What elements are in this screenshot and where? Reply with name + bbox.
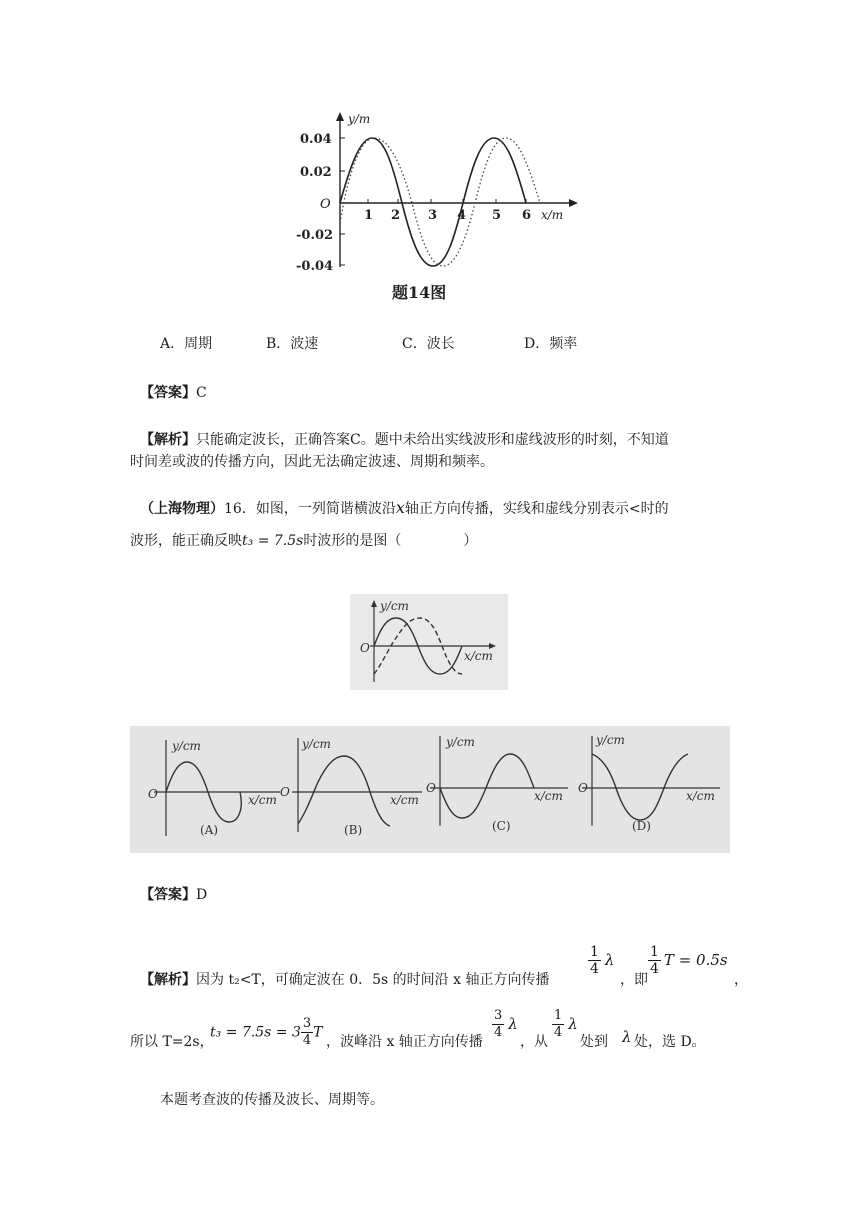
x-tick-label: 1: [364, 208, 374, 223]
analysis-text: 所以 T=2s，: [130, 1034, 214, 1050]
question-text: 16．如图，一列简谐横波沿: [224, 501, 396, 517]
origin-label: O: [426, 781, 436, 795]
fraction-quarter-lambda: $\frac{1}{4}$ λ: [554, 1008, 578, 1040]
answer-1: [140, 383, 207, 403]
y-axis-label: y/cm: [302, 737, 331, 751]
wave-options-figure: [130, 726, 730, 853]
option-a: A．周期: [160, 336, 213, 352]
analysis-text: 只能确定波长，正确答案C。题中未给出实线波形和虚线波形的时刻，不知道: [196, 432, 669, 448]
analysis-2-line-1: [140, 970, 549, 990]
question-source: （上海物理）: [140, 501, 224, 517]
origin-label: O: [280, 785, 290, 799]
fraction-quarter-period: $\frac{1}{4}$ T = 0.5s: [650, 944, 728, 977]
analysis-text: 因为 t₂<T，可确定波在 0．5s 的时间沿 x 轴正方向传播: [196, 972, 550, 988]
analysis-text: ，波峰沿 x 轴正方向传播: [326, 1034, 483, 1050]
panel-label: (C): [492, 819, 511, 833]
answer-value: D: [196, 887, 208, 903]
question-text: 波形，能正确反映: [130, 533, 242, 549]
y-axis-label: y/cm: [446, 735, 475, 749]
question-text: ）: [463, 533, 478, 549]
answer-value: C: [196, 385, 207, 401]
lambda-symbol: λ: [622, 1028, 632, 1046]
x-tick-label: 4: [457, 208, 467, 223]
x-axis-label: x/cm: [390, 793, 419, 807]
option-d: D．频率: [524, 336, 578, 352]
panel-label: (D): [632, 819, 651, 833]
dotted-wave: [340, 138, 540, 266]
option-c: C．波长: [402, 336, 455, 352]
y-tick-label: 0.02: [300, 165, 332, 180]
y-tick-label: 0.04: [300, 132, 332, 147]
answer-tag: 【答案】: [140, 385, 196, 401]
y-tick-label: -0.02: [296, 228, 334, 243]
x-tick-label: 6: [522, 208, 532, 223]
figure-caption: 题14图: [392, 283, 447, 302]
x-axis-label: x/cm: [686, 789, 715, 803]
panel-d: [578, 733, 720, 833]
summary-text: 本题考查波的传播及波长、周期等。: [160, 1092, 384, 1108]
analysis-tag: 【解析】: [140, 972, 196, 988]
analysis-text: ，从: [520, 1034, 548, 1050]
x-tick-label: 3: [428, 208, 438, 223]
y-axis-label: y/cm: [596, 733, 625, 747]
formula-t3: t₃ = 7.5s: [242, 533, 304, 549]
analysis-1-line-2: 时间差或波的传播方向，因此无法确定波速、周期和频率。: [130, 454, 494, 470]
origin-label: O: [320, 197, 331, 212]
x-tick-label: 2: [391, 208, 401, 223]
y-tick-label: -0.04: [296, 259, 334, 274]
x-axis-label: x/cm: [534, 789, 563, 803]
x-axis-label: x/cm: [248, 793, 277, 807]
question-16-line-2: [130, 531, 477, 551]
fraction-three-quarter-lambda: $\frac{3}{4}$ λ: [494, 1008, 518, 1040]
answer-2: [140, 885, 207, 905]
panel-b: [280, 737, 422, 837]
origin-label: O: [578, 781, 588, 795]
analysis-tag: 【解析】: [140, 432, 196, 448]
panel-label: (B): [344, 823, 363, 837]
analysis-text: 处，选 D。: [634, 1034, 706, 1050]
question-text: 轴正方向传播，实线和虚线分别表示<时的: [404, 501, 669, 517]
analysis-1-line-1: [140, 430, 669, 450]
question-16-line-1: [140, 498, 669, 519]
question-text: 时波形的是图（: [303, 533, 402, 549]
panel-label: (A): [200, 823, 219, 837]
formula-t3-expansion: t₃ = 7.5s = 3 $\frac{3}{4}$ T: [210, 1016, 323, 1048]
analysis-text: ，: [734, 972, 748, 988]
analysis-text: 处到: [580, 1034, 608, 1050]
y-axis-label: y/cm: [172, 739, 201, 753]
y-axis-label: y/cm: [380, 599, 409, 613]
panel-a: [148, 739, 280, 837]
fraction-quarter-lambda: $\frac{1}{4}$ λ: [590, 944, 615, 977]
y-axis-label: y/m: [348, 112, 371, 126]
answer-tag: 【答案】: [140, 887, 196, 903]
wave-figure-q14: [290, 105, 590, 305]
var-x: x: [395, 498, 405, 517]
panel-c: [426, 735, 568, 833]
origin-label: O: [148, 787, 158, 801]
analysis-text: ，即: [620, 972, 648, 988]
x-axis-label: x/cm: [464, 649, 493, 663]
option-b: B．波速: [266, 336, 319, 352]
wave-figure-q16: [350, 594, 508, 690]
origin-label: O: [360, 641, 370, 655]
x-axis-label: x/m: [541, 208, 564, 222]
x-tick-label: 5: [492, 208, 502, 223]
